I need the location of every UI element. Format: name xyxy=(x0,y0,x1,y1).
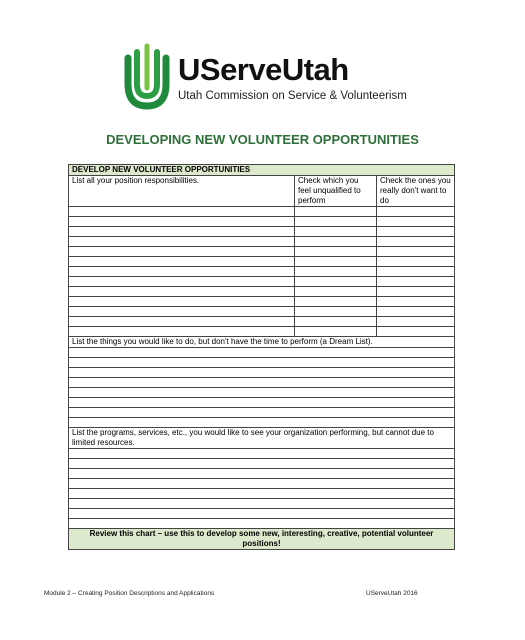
cell[interactable] xyxy=(295,247,377,257)
page-title: DEVELOPING NEW VOLUNTEER OPPORTUNITIES xyxy=(106,132,419,147)
table-row xyxy=(69,317,455,327)
table-row xyxy=(69,207,455,217)
cell[interactable] xyxy=(295,307,377,317)
cell[interactable] xyxy=(377,207,455,217)
cell[interactable] xyxy=(377,257,455,267)
cell[interactable] xyxy=(69,227,295,237)
cell[interactable] xyxy=(377,327,455,337)
cell[interactable] xyxy=(295,297,377,307)
cell[interactable] xyxy=(69,519,455,529)
cell[interactable] xyxy=(69,237,295,247)
table-row xyxy=(69,287,455,297)
opportunities-table xyxy=(68,164,455,550)
cell[interactable] xyxy=(69,207,295,217)
cell[interactable] xyxy=(69,449,455,459)
cell[interactable] xyxy=(69,408,455,418)
cell[interactable] xyxy=(295,287,377,297)
table-row xyxy=(69,509,455,519)
hand-logo-icon xyxy=(120,40,174,112)
table-row xyxy=(69,358,455,368)
table-row xyxy=(69,469,455,479)
cell[interactable] xyxy=(69,418,455,428)
cell[interactable] xyxy=(69,297,295,307)
cell[interactable] xyxy=(69,327,295,337)
cell[interactable] xyxy=(69,287,295,297)
logo-subtitle: Utah Commission on Service & Volunteerism xyxy=(178,90,407,102)
table-row xyxy=(69,408,455,418)
table-row xyxy=(69,247,455,257)
cell[interactable] xyxy=(377,307,455,317)
table-row xyxy=(69,398,455,408)
cell[interactable] xyxy=(69,469,455,479)
table-row xyxy=(69,267,455,277)
table-row xyxy=(69,277,455,287)
table-row xyxy=(69,519,455,529)
col2-header: Check which you feel unqualified to perform xyxy=(295,176,377,207)
table-row xyxy=(69,459,455,469)
cell[interactable] xyxy=(377,277,455,287)
table-row xyxy=(69,227,455,237)
dream-list-prompt: List the things you would like to do, but don't have the time to perform (a Dream List). xyxy=(69,337,455,348)
table-row xyxy=(69,479,455,489)
cell[interactable] xyxy=(69,499,455,509)
cell[interactable] xyxy=(69,267,295,277)
cell[interactable] xyxy=(377,237,455,247)
footer-note-row xyxy=(69,529,455,550)
cell[interactable] xyxy=(69,247,295,257)
table-row xyxy=(69,297,455,307)
table-row xyxy=(69,348,455,358)
programs-prompt: List the programs, services, etc., you would like to see your organization performing, but cannot due to limited resources. xyxy=(69,428,455,449)
table-row xyxy=(69,237,455,247)
cell[interactable] xyxy=(69,398,455,408)
table-heading-row xyxy=(69,165,455,176)
cell[interactable] xyxy=(69,307,295,317)
page-footer-left: Module 2 – Creating Position Descriptions and Applications xyxy=(44,590,215,597)
cell[interactable] xyxy=(69,479,455,489)
cell[interactable] xyxy=(295,237,377,247)
table-row xyxy=(69,378,455,388)
cell[interactable] xyxy=(69,459,455,469)
column-header-row xyxy=(69,176,455,207)
cell[interactable] xyxy=(377,267,455,277)
cell[interactable] xyxy=(377,287,455,297)
cell[interactable] xyxy=(295,327,377,337)
table-row xyxy=(69,418,455,428)
table-row xyxy=(69,449,455,459)
col3-header: Check the ones you really don't want to do xyxy=(377,176,455,207)
cell[interactable] xyxy=(69,358,455,368)
cell[interactable] xyxy=(295,227,377,237)
cell[interactable] xyxy=(69,277,295,287)
cell[interactable] xyxy=(69,257,295,267)
cell[interactable] xyxy=(69,388,455,398)
cell[interactable] xyxy=(69,378,455,388)
table-row xyxy=(69,327,455,337)
page-footer-right: UServeUtah 2016 xyxy=(366,590,418,597)
cell[interactable] xyxy=(377,227,455,237)
table-row xyxy=(69,388,455,398)
table-heading: DEVELOP NEW VOLUNTEER OPPORTUNITIES xyxy=(69,165,455,176)
logo xyxy=(120,40,450,112)
table-row xyxy=(69,307,455,317)
cell[interactable] xyxy=(377,297,455,307)
table-row xyxy=(69,489,455,499)
cell[interactable] xyxy=(69,489,455,499)
cell[interactable] xyxy=(295,277,377,287)
table-row xyxy=(69,368,455,378)
table-row xyxy=(69,499,455,509)
cell[interactable] xyxy=(295,207,377,217)
cell[interactable] xyxy=(377,217,455,227)
table-row xyxy=(69,257,455,267)
cell[interactable] xyxy=(69,348,455,358)
cell[interactable] xyxy=(295,267,377,277)
cell[interactable] xyxy=(295,217,377,227)
logo-title: UServeUtah xyxy=(178,52,349,87)
cell[interactable] xyxy=(295,257,377,267)
cell[interactable] xyxy=(69,217,295,227)
footer-note: Review this chart – use this to develop some new, interesting, creative, potential volunteer positions! xyxy=(69,529,455,550)
cell[interactable] xyxy=(377,317,455,327)
programs-prompt-row xyxy=(69,428,455,449)
cell[interactable] xyxy=(295,317,377,327)
col1-header: List all your position responsibilities. xyxy=(69,176,295,207)
cell[interactable] xyxy=(377,247,455,257)
dream-list-prompt-row xyxy=(69,337,455,348)
cell[interactable] xyxy=(69,509,455,519)
cell[interactable] xyxy=(69,368,455,378)
table-row xyxy=(69,217,455,227)
cell[interactable] xyxy=(69,317,295,327)
